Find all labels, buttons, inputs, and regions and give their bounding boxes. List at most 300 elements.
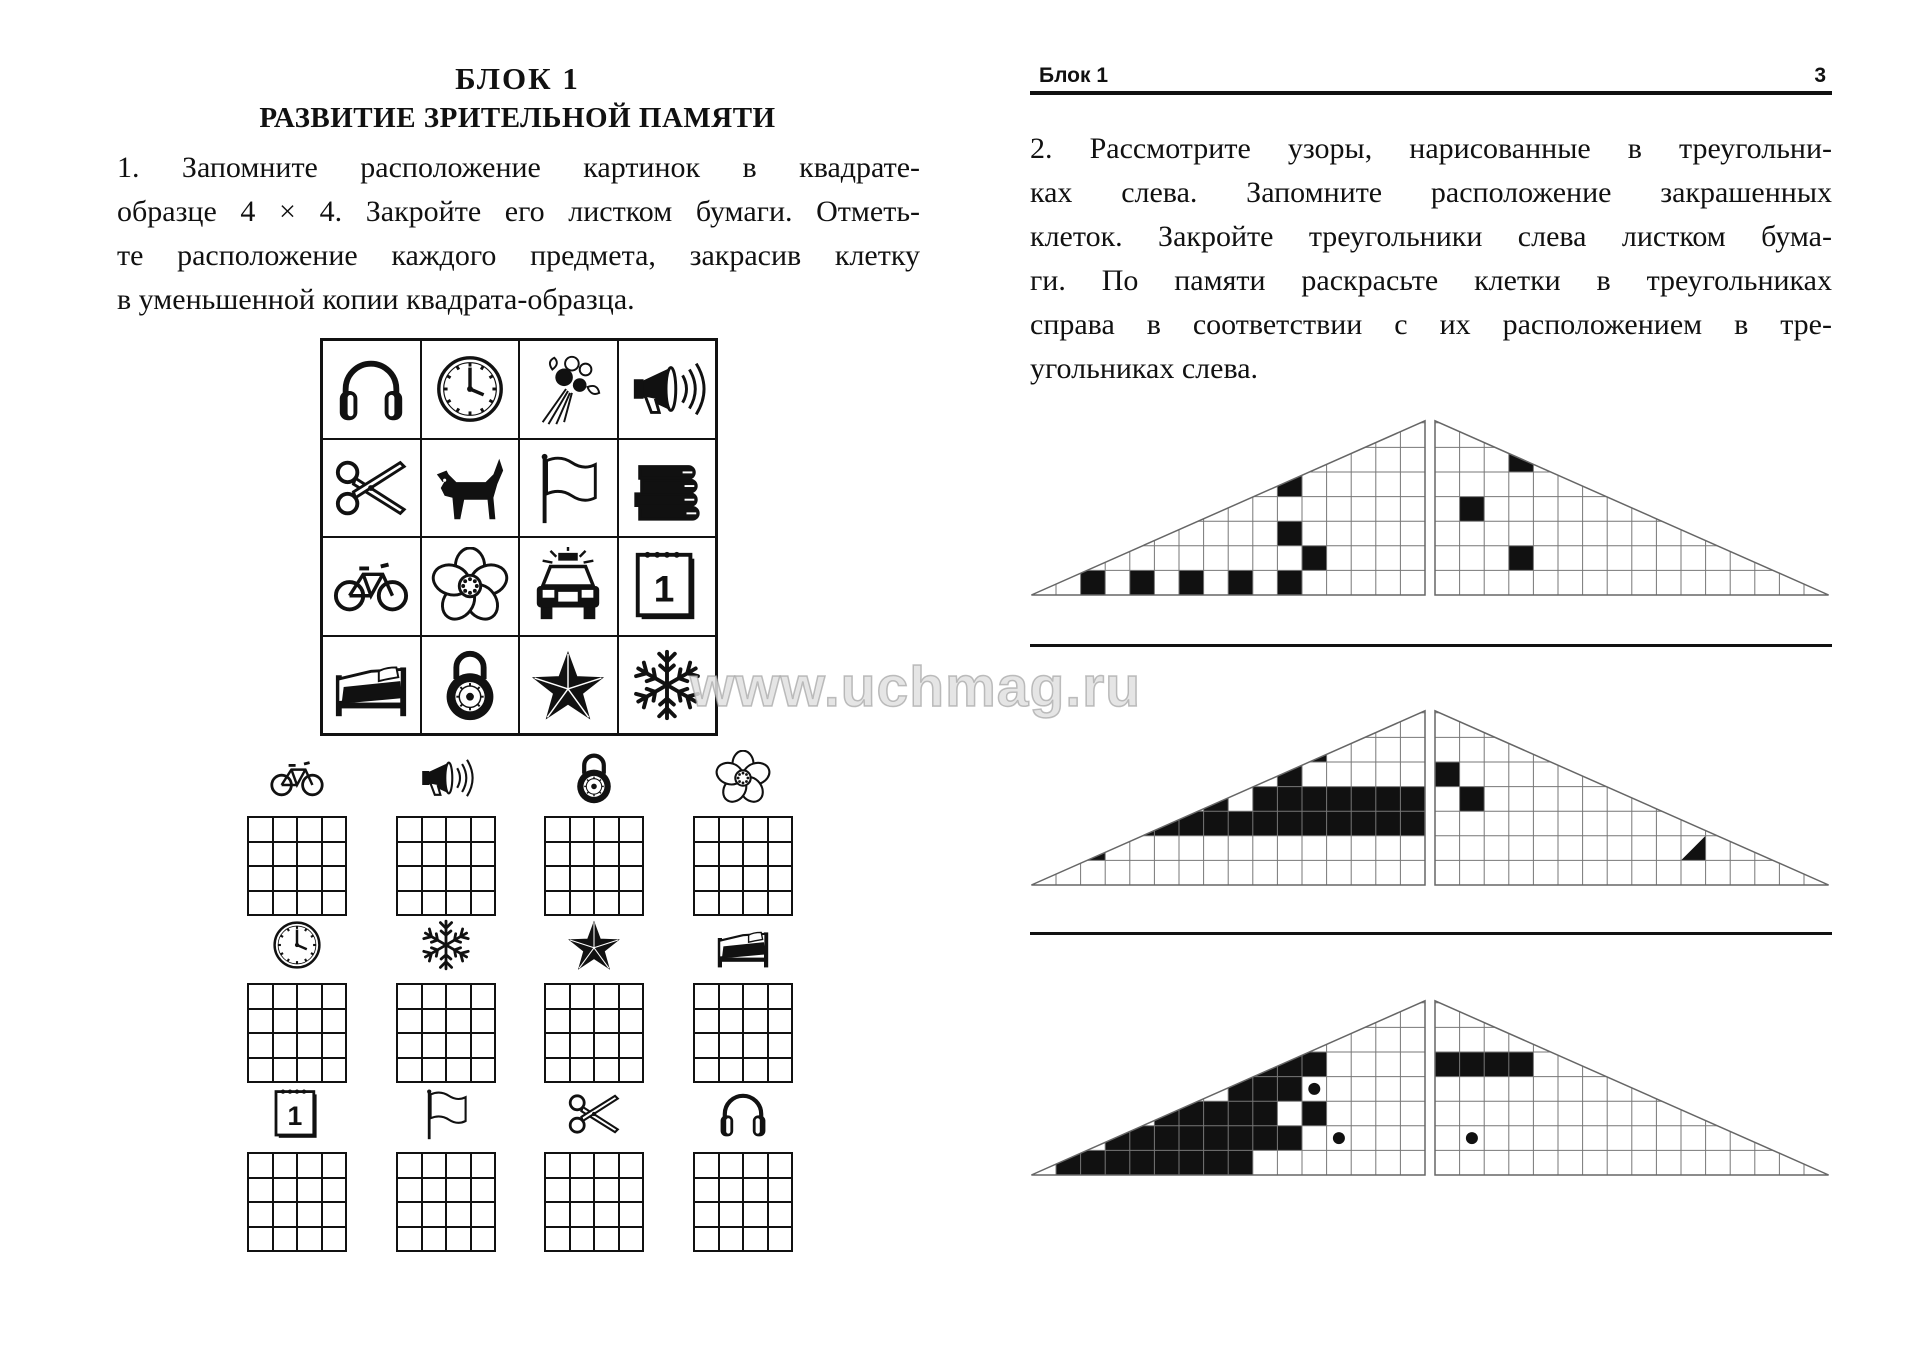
mini-grid-cell[interactable] — [719, 1033, 744, 1058]
mini-grid-cell[interactable] — [273, 1058, 298, 1083]
filled-cell — [1105, 787, 1130, 812]
task-2-line: справа в соответствии с их расположением в тре- — [1030, 308, 1832, 341]
mini-grid-card — [247, 1084, 347, 1252]
mini-grid-cell[interactable] — [768, 1009, 793, 1034]
sample-square-4x4 — [320, 338, 718, 736]
mini-grid-cell[interactable] — [422, 891, 447, 916]
mini-grid-cell[interactable] — [446, 1202, 471, 1227]
mini-grid-cell[interactable] — [570, 866, 595, 891]
mini-grid-cell[interactable] — [422, 817, 447, 842]
filled-cell — [1154, 811, 1179, 836]
mini-icon-slot — [410, 748, 482, 806]
sample-cell — [322, 537, 421, 636]
mini-grid-4x4 — [247, 816, 347, 916]
mini-grid-cell[interactable] — [422, 1178, 447, 1203]
mini-grid-cell[interactable] — [594, 1178, 619, 1203]
mini-grid-cell[interactable] — [322, 817, 347, 842]
mini-grid-cell[interactable] — [694, 866, 719, 891]
mini-grid-cell[interactable] — [594, 891, 619, 916]
mini-grid-cell[interactable] — [719, 842, 744, 867]
mini-grid-cell[interactable] — [273, 891, 298, 916]
filled-cell — [1228, 1101, 1253, 1126]
books-icon — [628, 449, 706, 527]
mini-grid-cell[interactable] — [594, 1202, 619, 1227]
mini-grid-cell[interactable] — [297, 1033, 322, 1058]
mini-grid-cell[interactable] — [570, 1202, 595, 1227]
mini-grid-4x4 — [693, 816, 793, 916]
mini-grid-cell[interactable] — [594, 1153, 619, 1178]
mini-grid-cell[interactable] — [322, 866, 347, 891]
mini-icon-slot — [261, 1084, 333, 1142]
headphones-icon — [715, 1086, 771, 1142]
filled-cell — [1253, 811, 1278, 836]
mini-grid-cell[interactable] — [446, 1153, 471, 1178]
mini-grid-cell[interactable] — [471, 1058, 496, 1083]
mini-grid-card — [396, 1084, 496, 1252]
mini-grid-cell[interactable] — [471, 1227, 496, 1252]
mini-grid-cell[interactable] — [446, 842, 471, 867]
mini-grid-cell[interactable] — [397, 866, 422, 891]
sample-cell — [322, 439, 421, 538]
mini-grid-cell[interactable] — [273, 1009, 298, 1034]
filled-cell — [1105, 1150, 1130, 1175]
filled-cell — [1154, 1126, 1179, 1151]
filled-cell — [1302, 737, 1327, 762]
mini-grid-cell[interactable] — [594, 1227, 619, 1252]
sample-cell — [618, 537, 717, 636]
mini-grid-cell[interactable] — [273, 984, 298, 1009]
mini-grid-cell[interactable] — [719, 891, 744, 916]
filled-cell — [1400, 787, 1425, 812]
filled-cell — [1277, 811, 1302, 836]
mini-grid-cell[interactable] — [297, 866, 322, 891]
mini-grid-cell[interactable] — [248, 842, 273, 867]
mini-grid-cell[interactable] — [545, 1178, 570, 1203]
mini-grid-4x4 — [544, 1152, 644, 1252]
mini-grid-cell[interactable] — [619, 1178, 644, 1203]
mini-icon-slot — [261, 748, 333, 806]
mini-grid-cell[interactable] — [743, 817, 768, 842]
mini-grid-cell[interactable] — [248, 1178, 273, 1203]
mini-grid-cell[interactable] — [397, 842, 422, 867]
filled-cell — [1228, 811, 1253, 836]
mini-grid-cell[interactable] — [545, 842, 570, 867]
mini-grid-cell[interactable] — [248, 891, 273, 916]
sample-cell — [421, 439, 520, 538]
mini-grid-cell[interactable] — [619, 891, 644, 916]
mini-icon-slot — [558, 915, 630, 973]
filled-cell — [1460, 497, 1485, 522]
mini-grid-cell[interactable] — [273, 1033, 298, 1058]
mini-grid-cell[interactable] — [594, 1009, 619, 1034]
mini-grid-cell[interactable] — [248, 1033, 273, 1058]
mini-grid-cell[interactable] — [768, 1202, 793, 1227]
mini-grid-cell[interactable] — [694, 1227, 719, 1252]
mini-grid-cell[interactable] — [422, 1009, 447, 1034]
dog-icon — [431, 449, 509, 527]
mini-grid-cell[interactable] — [446, 817, 471, 842]
mini-grid-cell[interactable] — [743, 1058, 768, 1083]
filled-cell — [1484, 1052, 1509, 1077]
half-filled-cell — [1081, 836, 1106, 861]
mini-grid-cell[interactable] — [297, 1202, 322, 1227]
mini-grid-cell[interactable] — [743, 891, 768, 916]
mini-grid-card — [544, 915, 644, 1083]
mini-grid-cell[interactable] — [570, 984, 595, 1009]
mini-grid-cell[interactable] — [322, 984, 347, 1009]
bed-icon — [715, 917, 771, 973]
filled-cell — [1253, 1052, 1278, 1077]
mini-grid-cell[interactable] — [471, 842, 496, 867]
mini-grid-cell[interactable] — [694, 984, 719, 1009]
mini-grid-cell[interactable] — [446, 984, 471, 1009]
mini-grid-card — [247, 748, 347, 916]
triangle-pair — [1031, 711, 1828, 885]
mini-grid-cell[interactable] — [594, 866, 619, 891]
mini-icon-slot — [707, 915, 779, 973]
mini-grid-cell[interactable] — [422, 1033, 447, 1058]
mini-grid-cell[interactable] — [719, 817, 744, 842]
mini-grid-cell[interactable] — [619, 866, 644, 891]
mini-grid-cell[interactable] — [545, 891, 570, 916]
mini-grid-cell[interactable] — [694, 817, 719, 842]
mini-grid-cell[interactable] — [322, 1227, 347, 1252]
mini-grid-cell[interactable] — [297, 817, 322, 842]
mini-grid-cell[interactable] — [719, 866, 744, 891]
mini-grid-cell[interactable] — [446, 1033, 471, 1058]
header-block-label: Блок 1 — [1039, 64, 1109, 87]
mini-grid-cell[interactable] — [397, 1009, 422, 1034]
mini-grid-cell[interactable] — [719, 1202, 744, 1227]
mini-grid-cell[interactable] — [545, 1227, 570, 1252]
mini-grid-cell[interactable] — [248, 1202, 273, 1227]
filled-cell — [1460, 1052, 1485, 1077]
mini-grid-cell[interactable] — [768, 842, 793, 867]
mini-grid-cell[interactable] — [545, 1058, 570, 1083]
mini-grid-cell[interactable] — [694, 1009, 719, 1034]
mini-grid-cell[interactable] — [619, 817, 644, 842]
calendar-icon — [628, 547, 706, 625]
mini-grid-cell[interactable] — [570, 1227, 595, 1252]
mini-grid-cell[interactable] — [273, 1202, 298, 1227]
mini-grid-cell[interactable] — [273, 1178, 298, 1203]
filled-cell — [1302, 1101, 1327, 1126]
mini-grid-cell[interactable] — [694, 842, 719, 867]
mini-grid-cell[interactable] — [446, 1227, 471, 1252]
filled-cell — [1204, 1150, 1229, 1175]
mini-grid-cell[interactable] — [397, 1202, 422, 1227]
mini-grid-cell[interactable] — [594, 842, 619, 867]
mini-grid-cell[interactable] — [397, 1178, 422, 1203]
filled-cell — [1376, 787, 1401, 812]
mini-grid-cell[interactable] — [743, 1178, 768, 1203]
mini-grid-cell[interactable] — [768, 1227, 793, 1252]
triangle-pair — [1031, 1001, 1828, 1175]
mini-grid-cell[interactable] — [248, 866, 273, 891]
mini-grid-cell[interactable] — [422, 1227, 447, 1252]
filled-cell — [1130, 1150, 1155, 1175]
mini-grid-cell[interactable] — [768, 1178, 793, 1203]
mini-grid-cell[interactable] — [422, 1153, 447, 1178]
mini-grid-cell[interactable] — [619, 1009, 644, 1034]
half-filled-cell — [1681, 836, 1706, 861]
mini-grid-cell[interactable] — [594, 1033, 619, 1058]
running-header — [1030, 64, 1832, 98]
mini-grid-cell[interactable] — [743, 1033, 768, 1058]
sample-cell — [421, 340, 520, 439]
filled-cell — [1154, 1101, 1179, 1126]
task-1-line: образце 4 × 4. Закройте его листком бумаги. Отметь- — [117, 195, 920, 228]
mini-grid-cell[interactable] — [397, 1227, 422, 1252]
mini-grid-cell[interactable] — [719, 984, 744, 1009]
mini-grid-cell[interactable] — [619, 842, 644, 867]
mini-icon-slot — [410, 1084, 482, 1142]
mini-grid-cell[interactable] — [471, 1178, 496, 1203]
filled-cell — [1228, 1150, 1253, 1175]
mini-grid-cell[interactable] — [471, 1202, 496, 1227]
mini-grid-cell[interactable] — [397, 891, 422, 916]
mini-grid-cell[interactable] — [297, 1009, 322, 1034]
mini-grid-cell[interactable] — [570, 1058, 595, 1083]
mini-grid-cell[interactable] — [545, 1033, 570, 1058]
mini-grid-cell[interactable] — [471, 1009, 496, 1034]
mini-grid-cell[interactable] — [570, 1178, 595, 1203]
mini-grid-cell[interactable] — [570, 1033, 595, 1058]
mini-grid-cell[interactable] — [619, 1227, 644, 1252]
mini-grid-cell[interactable] — [719, 1009, 744, 1034]
filled-cell — [1277, 570, 1302, 595]
dot-mark — [1308, 1083, 1320, 1095]
mini-grid-cell[interactable] — [422, 842, 447, 867]
mini-grid-cell[interactable] — [719, 1058, 744, 1083]
mini-grid-cell[interactable] — [545, 866, 570, 891]
svg-text:1: 1 — [287, 1101, 303, 1132]
dot-mark — [1466, 1132, 1478, 1144]
mini-grid-cell[interactable] — [397, 1058, 422, 1083]
mini-grid-cell[interactable] — [768, 891, 793, 916]
mini-grid-cell[interactable] — [619, 1058, 644, 1083]
mini-grid-cell[interactable] — [471, 866, 496, 891]
mini-grid-cell[interactable] — [471, 817, 496, 842]
svg-text:1: 1 — [653, 567, 675, 610]
mini-grid-cell[interactable] — [768, 984, 793, 1009]
mini-grid-cell[interactable] — [446, 866, 471, 891]
mini-grid-cell[interactable] — [619, 1202, 644, 1227]
filled-cell — [1302, 811, 1327, 836]
mini-grid-cell[interactable] — [297, 1058, 322, 1083]
mini-grid-cell[interactable] — [694, 1178, 719, 1203]
mini-grid-cell[interactable] — [422, 866, 447, 891]
mini-grid-cell[interactable] — [694, 1202, 719, 1227]
mini-grid-cell[interactable] — [570, 891, 595, 916]
mini-grid-cell[interactable] — [545, 1009, 570, 1034]
flag-icon — [529, 449, 607, 527]
mini-grid-cell[interactable] — [297, 1227, 322, 1252]
mini-grid-cell[interactable] — [743, 1202, 768, 1227]
mini-grid-cell[interactable] — [768, 1153, 793, 1178]
mini-grid-cell[interactable] — [446, 1058, 471, 1083]
sample-cell — [618, 340, 717, 439]
mini-grid-cell[interactable] — [619, 984, 644, 1009]
mini-icon-slot — [410, 915, 482, 973]
mini-grid-cell[interactable] — [446, 1009, 471, 1034]
mini-grid-cell[interactable] — [471, 891, 496, 916]
section-title: РАЗВИТИЕ ЗРИТЕЛЬНОЙ ПАМЯТИ — [259, 102, 776, 134]
filled-cell — [1228, 570, 1253, 595]
mini-grid-cell[interactable] — [719, 1153, 744, 1178]
mini-grid-cell[interactable] — [422, 984, 447, 1009]
filled-cell — [1130, 570, 1155, 595]
mini-grid-cell[interactable] — [768, 1058, 793, 1083]
police-car-icon — [529, 547, 607, 625]
mini-grid-cell[interactable] — [694, 1153, 719, 1178]
mini-grid-cell[interactable] — [743, 842, 768, 867]
mini-grid-cell[interactable] — [397, 984, 422, 1009]
sample-cell — [322, 340, 421, 439]
mini-grid-card — [693, 1084, 793, 1252]
mini-grid-cell[interactable] — [273, 842, 298, 867]
mini-grid-cell[interactable] — [768, 817, 793, 842]
mini-grid-cell[interactable] — [594, 1058, 619, 1083]
flower-icon — [431, 547, 509, 625]
mini-grid-cell[interactable] — [248, 984, 273, 1009]
mini-grid-card — [693, 748, 793, 916]
mini-grid-cell[interactable] — [545, 1153, 570, 1178]
mini-grid-4x4 — [544, 983, 644, 1083]
mini-grid-cell[interactable] — [397, 1033, 422, 1058]
mini-grid-cell[interactable] — [322, 1009, 347, 1034]
triangle-pair — [1031, 421, 1828, 595]
mini-grid-4x4 — [544, 816, 644, 916]
filled-cell — [1204, 1101, 1229, 1126]
filled-cell — [1376, 811, 1401, 836]
filled-cell — [1253, 1077, 1278, 1102]
mini-grid-cell[interactable] — [471, 1153, 496, 1178]
task-2-line: ках слева. Запомните расположение закрашенных — [1030, 176, 1832, 209]
star-icon — [566, 917, 622, 973]
mini-grid-cell[interactable] — [743, 1227, 768, 1252]
mini-grid-cell[interactable] — [248, 1227, 273, 1252]
task-2-line: клеток. Закройте треугольники слева листком бума- — [1030, 220, 1832, 253]
mini-grid-cell[interactable] — [545, 817, 570, 842]
filled-cell — [1179, 570, 1204, 595]
mini-grid-cell[interactable] — [694, 1058, 719, 1083]
filled-cell — [1253, 787, 1278, 812]
mini-grid-cell[interactable] — [273, 1153, 298, 1178]
mini-grid-cell[interactable] — [322, 1033, 347, 1058]
mini-grid-cell[interactable] — [422, 1058, 447, 1083]
mini-grid-4x4 — [247, 1152, 347, 1252]
mini-grid-card — [247, 915, 347, 1083]
sample-cell — [421, 636, 520, 735]
mini-grid-card — [544, 1084, 644, 1252]
mini-grid-cell[interactable] — [446, 1178, 471, 1203]
task-1-line: 1. Запомните расположение картинок в квадрате- — [117, 151, 920, 184]
snowflake-icon — [418, 917, 474, 973]
mini-grid-cell[interactable] — [619, 1033, 644, 1058]
mini-grid-4x4 — [693, 1152, 793, 1252]
mini-grid-cell[interactable] — [322, 1202, 347, 1227]
filled-cell — [1277, 1077, 1302, 1102]
mini-grid-cell[interactable] — [545, 1202, 570, 1227]
mini-grid-cell[interactable] — [570, 1009, 595, 1034]
mini-grid-cell[interactable] — [322, 842, 347, 867]
header-rule — [1030, 91, 1832, 95]
mini-grid-cell[interactable] — [471, 984, 496, 1009]
mini-grid-cell[interactable] — [273, 866, 298, 891]
mini-grid-cell[interactable] — [248, 1153, 273, 1178]
mini-grid-cell[interactable] — [322, 1153, 347, 1178]
mini-grid-cell[interactable] — [397, 817, 422, 842]
mini-grid-cell[interactable] — [743, 984, 768, 1009]
mini-grid-cell[interactable] — [297, 891, 322, 916]
mini-grid-cell[interactable] — [743, 1153, 768, 1178]
mini-grid-cell[interactable] — [322, 1178, 347, 1203]
mini-grid-cell[interactable] — [570, 817, 595, 842]
padlock-icon — [566, 750, 622, 806]
mini-grid-4x4 — [247, 983, 347, 1083]
filled-cell — [1277, 1126, 1302, 1151]
mini-grid-cell[interactable] — [743, 1009, 768, 1034]
mini-grid-cell[interactable] — [570, 842, 595, 867]
mini-grid-cell[interactable] — [322, 1058, 347, 1083]
mini-icon-slot — [558, 748, 630, 806]
mini-grid-cell[interactable] — [719, 1227, 744, 1252]
mini-grid-cell[interactable] — [471, 1033, 496, 1058]
mini-grid-cell[interactable] — [248, 817, 273, 842]
sample-cell — [519, 537, 618, 636]
mini-grid-cell[interactable] — [719, 1178, 744, 1203]
mini-grid-cell[interactable] — [446, 891, 471, 916]
sample-cell — [421, 537, 520, 636]
filled-cell — [1435, 762, 1460, 787]
mini-grid-cell[interactable] — [297, 984, 322, 1009]
bed-icon — [332, 646, 410, 724]
mini-grid-cell[interactable] — [397, 1153, 422, 1178]
mini-grid-cell[interactable] — [694, 1033, 719, 1058]
mini-grid-cell[interactable] — [768, 866, 793, 891]
mini-grid-cell[interactable] — [322, 891, 347, 916]
flag-icon — [418, 1086, 474, 1142]
mini-grid-cell[interactable] — [594, 817, 619, 842]
mini-icon-slot — [558, 1084, 630, 1142]
headphones-icon — [332, 350, 410, 428]
mini-grid-cell[interactable] — [297, 842, 322, 867]
mini-grid-cell[interactable] — [273, 817, 298, 842]
mini-grid-cell[interactable] — [297, 1153, 322, 1178]
mini-grid-cell[interactable] — [248, 1009, 273, 1034]
mini-grid-cell[interactable] — [594, 984, 619, 1009]
task-1-line: в уменьшенной копии квадрата-образца. — [117, 283, 635, 316]
filled-cell — [1302, 787, 1327, 812]
mini-grid-cell[interactable] — [694, 891, 719, 916]
task-2-line: 2. Рассмотрите узоры, нарисованные в треугольни- — [1030, 132, 1832, 165]
mini-grid-cell[interactable] — [619, 1153, 644, 1178]
mini-icon-slot — [707, 748, 779, 806]
mini-grid-cell[interactable] — [248, 1058, 273, 1083]
task-1-line: те расположение каждого предмета, закрасив клетку — [117, 239, 920, 272]
filled-cell — [1179, 762, 1204, 787]
mini-grid-cell[interactable] — [273, 1227, 298, 1252]
clock-icon — [431, 350, 509, 428]
mini-grid-cell[interactable] — [297, 1178, 322, 1203]
mini-grid-cell[interactable] — [768, 1033, 793, 1058]
filled-cell — [1277, 521, 1302, 546]
mini-grid-cell[interactable] — [422, 1202, 447, 1227]
mini-grid-cell[interactable] — [545, 984, 570, 1009]
mini-grid-cell[interactable] — [570, 1153, 595, 1178]
mini-grid-cell[interactable] — [743, 866, 768, 891]
